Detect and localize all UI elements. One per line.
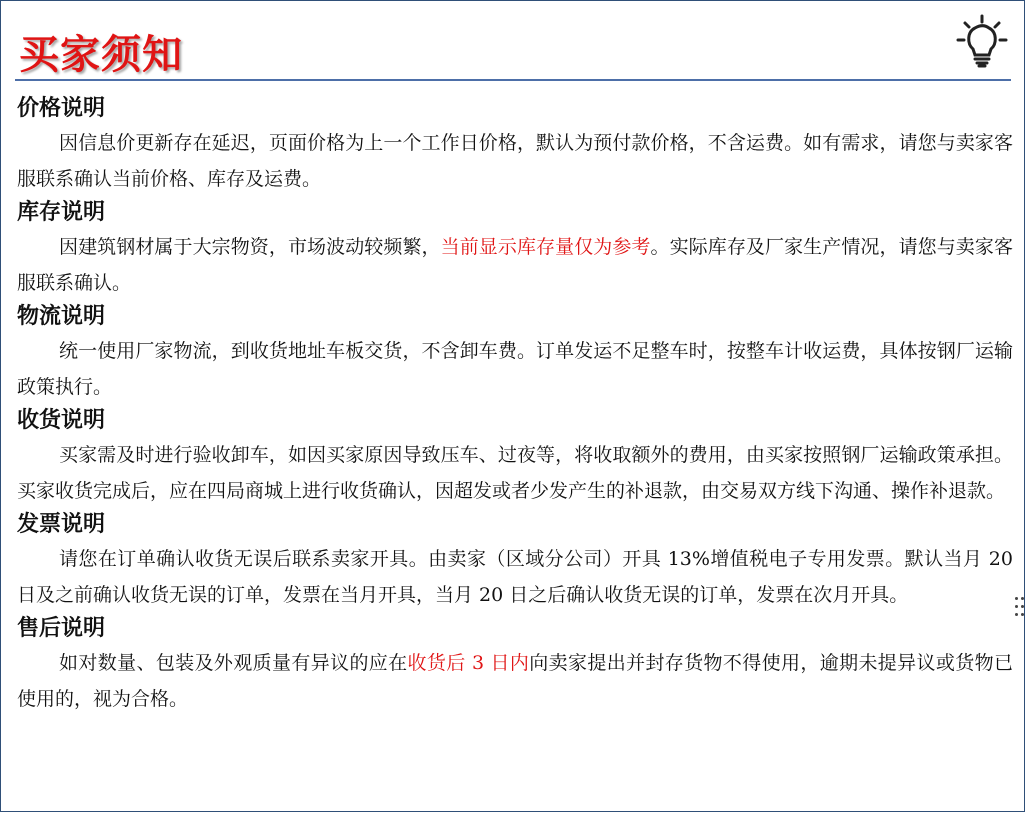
section-body [17,125,1013,197]
notice-content [17,93,1013,717]
drag-handle[interactable] [1014,595,1026,619]
section-body [17,645,1013,717]
section-body [17,541,1013,613]
section-body [17,333,1013,405]
body-text: 。实际库存及厂家生产情况，请您与卖家客服联系确认。 [17,236,1013,294]
highlight-text: 收货后 3 日内 [407,652,530,674]
section-title: 售后说明 [17,616,106,641]
body-text: 买家需及时进行验收卸车，如因买家原因导致压车、过夜等，将收取额外的费用，由买家按照钢厂运输政策承担。买家收货完成后，应在四局商城上进行收货确认，因超发或者少发产生的补退款，由交易双方线下沟通、操作补退款。 [17,444,1013,502]
body-text: 向卖家提出并封存货物不得使用，逾期未提异议或货物已使用的，视为合格。 [17,652,1013,710]
section-title: 库存说明 [17,200,106,225]
highlight-text: 当前显示库存量仅为参考 [440,236,651,258]
notice-header [15,11,1011,81]
body-text: 因建筑钢材属于大宗物资，市场波动较频繁， [59,236,441,258]
section-after-sales [17,613,1013,717]
section-body [17,229,1013,301]
section-invoice [17,509,1013,613]
section-title: 收货说明 [17,408,106,433]
body-text: 请您在订单确认收货无误后联系卖家开具。由卖家（区域分公司）开具 13%增值税电子专用发票。默认当月 20 日及之前确认收货无误的订单，发票在当月开具，当月 20 日之后确认收货无误的订单，发票在次月开具。 [17,548,1013,606]
body-text: 因信息价更新存在延迟，页面价格为上一个工作日价格，默认为预付款价格，不含运费。如有需求，请您与卖家客服联系确认当前价格、库存及运费。 [17,132,1013,190]
page-title: 买家须知 [19,32,183,78]
body-text: 统一使用厂家物流，到收货地址车板交货，不含卸车费。订单发运不足整车时，按整车计收运费，具体按钢厂运输政策执行。 [17,340,1013,398]
section-receipt [17,405,1013,509]
section-body [17,437,1013,509]
section-title: 物流说明 [17,304,106,329]
section-logistics [17,301,1013,405]
body-text: 如对数量、包装及外观质量有异议的应在 [59,652,408,674]
section-title: 发票说明 [17,512,106,537]
section-price [17,93,1013,197]
lightbulb-icon [955,13,1009,69]
section-title: 价格说明 [17,96,106,121]
section-stock [17,197,1013,301]
